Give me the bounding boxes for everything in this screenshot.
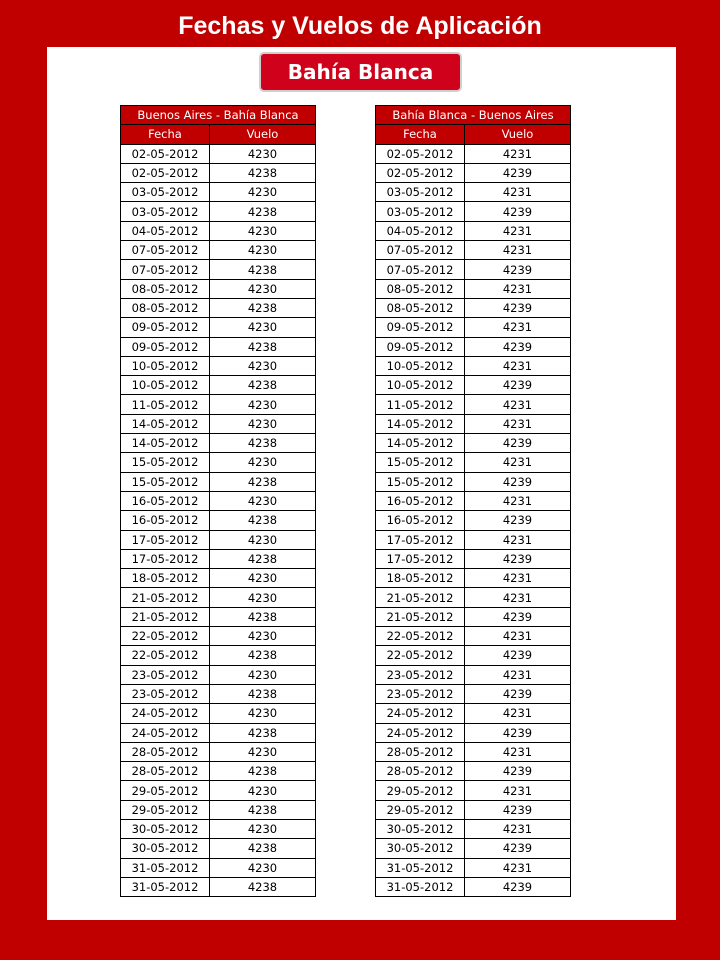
cell-flight: 4238	[210, 684, 316, 703]
column-header-flight: Vuelo	[465, 125, 571, 144]
table-row	[376, 723, 571, 742]
table-row	[121, 723, 316, 742]
cell-date: 02-05-2012	[376, 144, 465, 163]
cell-flight: 4230	[210, 781, 316, 800]
table-row	[376, 453, 571, 472]
table-row	[376, 395, 571, 414]
table-row	[376, 569, 571, 588]
cell-date: 24-05-2012	[376, 704, 465, 723]
cell-flight: 4231	[465, 704, 571, 723]
table-row	[121, 819, 316, 838]
cell-date: 16-05-2012	[376, 491, 465, 510]
column-header-flight: Vuelo	[210, 125, 316, 144]
table-row	[121, 202, 316, 221]
cell-flight: 4238	[210, 646, 316, 665]
cell-date: 29-05-2012	[121, 800, 210, 819]
cell-date: 29-05-2012	[121, 781, 210, 800]
table-row	[376, 781, 571, 800]
cell-date: 02-05-2012	[376, 163, 465, 182]
cell-date: 28-05-2012	[376, 742, 465, 761]
cell-date: 22-05-2012	[376, 646, 465, 665]
table-row	[121, 318, 316, 337]
table-row	[376, 163, 571, 182]
table-row	[376, 627, 571, 646]
cell-date: 03-05-2012	[121, 202, 210, 221]
table-row	[376, 665, 571, 684]
cell-flight: 4239	[465, 376, 571, 395]
table-row	[121, 163, 316, 182]
table-row	[121, 877, 316, 896]
cell-flight: 4230	[210, 530, 316, 549]
cell-date: 14-05-2012	[376, 434, 465, 453]
cell-date: 16-05-2012	[121, 491, 210, 510]
cell-flight: 4231	[465, 569, 571, 588]
cell-date: 07-05-2012	[376, 260, 465, 279]
cell-flight: 4230	[210, 627, 316, 646]
table-row	[376, 279, 571, 298]
cell-date: 09-05-2012	[376, 337, 465, 356]
cell-date: 15-05-2012	[376, 453, 465, 472]
cell-date: 23-05-2012	[121, 684, 210, 703]
cell-flight: 4231	[465, 395, 571, 414]
cell-flight: 4231	[465, 665, 571, 684]
cell-date: 31-05-2012	[376, 858, 465, 877]
cell-flight: 4238	[210, 607, 316, 626]
cell-date: 08-05-2012	[376, 279, 465, 298]
cell-flight: 4231	[465, 742, 571, 761]
table-row	[121, 279, 316, 298]
cell-flight: 4231	[465, 356, 571, 375]
cell-flight: 4231	[465, 588, 571, 607]
table-row	[376, 491, 571, 510]
city-badge: Bahía Blanca	[259, 52, 462, 92]
cell-flight: 4238	[210, 472, 316, 491]
cell-date: 08-05-2012	[121, 279, 210, 298]
table-row	[121, 665, 316, 684]
cell-flight: 4239	[465, 762, 571, 781]
cell-date: 23-05-2012	[376, 684, 465, 703]
cell-flight: 4238	[210, 202, 316, 221]
table-row	[121, 800, 316, 819]
table-row	[376, 607, 571, 626]
table-row	[121, 241, 316, 260]
cell-flight: 4238	[210, 839, 316, 858]
cell-flight: 4238	[210, 434, 316, 453]
cell-flight: 4231	[465, 183, 571, 202]
cell-date: 18-05-2012	[121, 569, 210, 588]
cell-flight: 4231	[465, 491, 571, 510]
cell-flight: 4230	[210, 453, 316, 472]
cell-date: 29-05-2012	[376, 781, 465, 800]
table-row	[376, 511, 571, 530]
cell-date: 22-05-2012	[121, 627, 210, 646]
cell-flight: 4231	[465, 530, 571, 549]
cell-date: 11-05-2012	[376, 395, 465, 414]
table-row	[376, 414, 571, 433]
cell-flight: 4239	[465, 607, 571, 626]
column-header-date: Fecha	[121, 125, 210, 144]
cell-date: 15-05-2012	[121, 472, 210, 491]
cell-flight: 4238	[210, 260, 316, 279]
cell-flight: 4239	[465, 646, 571, 665]
cell-flight: 4239	[465, 877, 571, 896]
cell-date: 15-05-2012	[376, 472, 465, 491]
cell-date: 28-05-2012	[376, 762, 465, 781]
table-row	[376, 839, 571, 858]
page-title: Fechas y Vuelos de Aplicación	[178, 12, 542, 40]
table-row	[376, 221, 571, 240]
cell-date: 03-05-2012	[121, 183, 210, 202]
cell-date: 21-05-2012	[376, 588, 465, 607]
table-row	[121, 414, 316, 433]
cell-date: 04-05-2012	[376, 221, 465, 240]
cell-flight: 4238	[210, 298, 316, 317]
cell-flight: 4238	[210, 762, 316, 781]
cell-flight: 4230	[210, 858, 316, 877]
cell-flight: 4239	[465, 298, 571, 317]
cell-flight: 4231	[465, 858, 571, 877]
cell-date: 11-05-2012	[121, 395, 210, 414]
cell-date: 02-05-2012	[121, 144, 210, 163]
cell-date: 10-05-2012	[376, 356, 465, 375]
cell-date: 24-05-2012	[376, 723, 465, 742]
table-row	[121, 144, 316, 163]
table-row	[121, 395, 316, 414]
cell-date: 31-05-2012	[376, 877, 465, 896]
table-row	[376, 684, 571, 703]
cell-flight: 4230	[210, 279, 316, 298]
table-row	[376, 704, 571, 723]
cell-date: 17-05-2012	[121, 549, 210, 568]
cell-flight: 4230	[210, 356, 316, 375]
cell-flight: 4231	[465, 144, 571, 163]
cell-date: 31-05-2012	[121, 877, 210, 896]
table-row	[376, 762, 571, 781]
table-row	[121, 183, 316, 202]
cell-flight: 4230	[210, 742, 316, 761]
cell-date: 14-05-2012	[121, 414, 210, 433]
table-row	[376, 549, 571, 568]
table-row	[376, 646, 571, 665]
cell-date: 04-05-2012	[121, 221, 210, 240]
table-row	[121, 260, 316, 279]
cell-date: 23-05-2012	[376, 665, 465, 684]
table-row	[121, 627, 316, 646]
table-row	[376, 144, 571, 163]
cell-date: 08-05-2012	[376, 298, 465, 317]
cell-flight: 4230	[210, 414, 316, 433]
cell-flight: 4231	[465, 318, 571, 337]
cell-date: 17-05-2012	[376, 549, 465, 568]
cell-date: 10-05-2012	[121, 376, 210, 395]
table-row	[376, 241, 571, 260]
cell-date: 30-05-2012	[376, 819, 465, 838]
cell-flight: 4239	[465, 511, 571, 530]
table-row	[376, 183, 571, 202]
cell-date: 10-05-2012	[376, 376, 465, 395]
flights-table-return	[375, 105, 571, 897]
table-row	[121, 356, 316, 375]
cell-flight: 4230	[210, 318, 316, 337]
table-row	[376, 819, 571, 838]
route-header: Bahía Blanca - Buenos Aires	[376, 106, 571, 125]
table-row	[376, 337, 571, 356]
table-row	[121, 684, 316, 703]
cell-flight: 4230	[210, 221, 316, 240]
cell-date: 03-05-2012	[376, 202, 465, 221]
table-row	[121, 453, 316, 472]
cell-date: 31-05-2012	[121, 858, 210, 877]
table-row	[121, 588, 316, 607]
cell-flight: 4230	[210, 665, 316, 684]
cell-date: 07-05-2012	[121, 241, 210, 260]
cell-flight: 4239	[465, 337, 571, 356]
cell-flight: 4238	[210, 877, 316, 896]
cell-date: 22-05-2012	[376, 627, 465, 646]
table-row	[376, 858, 571, 877]
cell-date: 07-05-2012	[376, 241, 465, 260]
cell-date: 09-05-2012	[376, 318, 465, 337]
cell-date: 18-05-2012	[376, 569, 465, 588]
table-row	[121, 839, 316, 858]
cell-flight: 4230	[210, 395, 316, 414]
cell-flight: 4238	[210, 163, 316, 182]
cell-flight: 4239	[465, 472, 571, 491]
cell-flight: 4238	[210, 376, 316, 395]
cell-date: 21-05-2012	[121, 588, 210, 607]
cell-flight: 4231	[465, 781, 571, 800]
cell-date: 21-05-2012	[121, 607, 210, 626]
content-panel	[47, 47, 676, 920]
table-row	[376, 298, 571, 317]
cell-flight: 4231	[465, 241, 571, 260]
cell-date: 07-05-2012	[121, 260, 210, 279]
table-row	[121, 530, 316, 549]
cell-date: 21-05-2012	[376, 607, 465, 626]
table-row	[376, 202, 571, 221]
cell-flight: 4231	[465, 627, 571, 646]
cell-flight: 4230	[210, 819, 316, 838]
table-row	[376, 588, 571, 607]
table-row	[121, 607, 316, 626]
table-row	[121, 298, 316, 317]
cell-flight: 4230	[210, 704, 316, 723]
route-header: Buenos Aires - Bahía Blanca	[121, 106, 316, 125]
cell-flight: 4231	[465, 819, 571, 838]
cell-flight: 4238	[210, 511, 316, 530]
cell-date: 08-05-2012	[121, 298, 210, 317]
table-row	[376, 260, 571, 279]
cell-date: 14-05-2012	[121, 434, 210, 453]
table-row	[121, 646, 316, 665]
table-row	[121, 704, 316, 723]
cell-flight: 4231	[465, 279, 571, 298]
cell-flight: 4239	[465, 684, 571, 703]
cell-flight: 4239	[465, 434, 571, 453]
cell-date: 30-05-2012	[121, 839, 210, 858]
table-row	[376, 742, 571, 761]
table-row	[376, 434, 571, 453]
table-row	[376, 800, 571, 819]
cell-flight: 4239	[465, 723, 571, 742]
cell-flight: 4230	[210, 144, 316, 163]
table-row	[121, 511, 316, 530]
cell-date: 23-05-2012	[121, 665, 210, 684]
cell-date: 03-05-2012	[376, 183, 465, 202]
cell-date: 22-05-2012	[121, 646, 210, 665]
cell-date: 28-05-2012	[121, 762, 210, 781]
table-row	[121, 762, 316, 781]
cell-flight: 4238	[210, 549, 316, 568]
table-row	[121, 569, 316, 588]
cell-date: 24-05-2012	[121, 723, 210, 742]
cell-date: 17-05-2012	[121, 530, 210, 549]
cell-date: 30-05-2012	[121, 819, 210, 838]
table-row	[121, 434, 316, 453]
table-row	[121, 221, 316, 240]
table-row	[376, 877, 571, 896]
cell-flight: 4239	[465, 549, 571, 568]
cell-date: 28-05-2012	[121, 742, 210, 761]
table-row	[376, 356, 571, 375]
cell-flight: 4239	[465, 202, 571, 221]
table-row	[121, 491, 316, 510]
cell-flight: 4230	[210, 241, 316, 260]
cell-flight: 4231	[465, 414, 571, 433]
cell-flight: 4231	[465, 221, 571, 240]
cell-flight: 4238	[210, 723, 316, 742]
flights-table-outbound	[120, 105, 316, 897]
column-header-date: Fecha	[376, 125, 465, 144]
table-row	[121, 858, 316, 877]
cell-flight: 4230	[210, 569, 316, 588]
cell-date: 24-05-2012	[121, 704, 210, 723]
table-row	[121, 376, 316, 395]
table-row	[121, 781, 316, 800]
table-row	[376, 472, 571, 491]
cell-flight: 4230	[210, 491, 316, 510]
cell-flight: 4238	[210, 800, 316, 819]
cell-date: 16-05-2012	[376, 511, 465, 530]
table-row	[121, 549, 316, 568]
cell-date: 17-05-2012	[376, 530, 465, 549]
cell-flight: 4239	[465, 800, 571, 819]
cell-flight: 4239	[465, 163, 571, 182]
cell-date: 14-05-2012	[376, 414, 465, 433]
cell-flight: 4238	[210, 337, 316, 356]
cell-flight: 4239	[465, 839, 571, 858]
cell-flight: 4230	[210, 183, 316, 202]
table-row	[121, 742, 316, 761]
cell-date: 02-05-2012	[121, 163, 210, 182]
table-row	[376, 376, 571, 395]
cell-date: 15-05-2012	[121, 453, 210, 472]
table-row	[121, 472, 316, 491]
cell-date: 09-05-2012	[121, 337, 210, 356]
table-row	[376, 530, 571, 549]
cell-flight: 4239	[465, 260, 571, 279]
table-row	[121, 337, 316, 356]
cell-date: 10-05-2012	[121, 356, 210, 375]
table-row	[376, 318, 571, 337]
cell-date: 29-05-2012	[376, 800, 465, 819]
cell-date: 30-05-2012	[376, 839, 465, 858]
cell-flight: 4231	[465, 453, 571, 472]
cell-date: 09-05-2012	[121, 318, 210, 337]
cell-flight: 4230	[210, 588, 316, 607]
cell-date: 16-05-2012	[121, 511, 210, 530]
